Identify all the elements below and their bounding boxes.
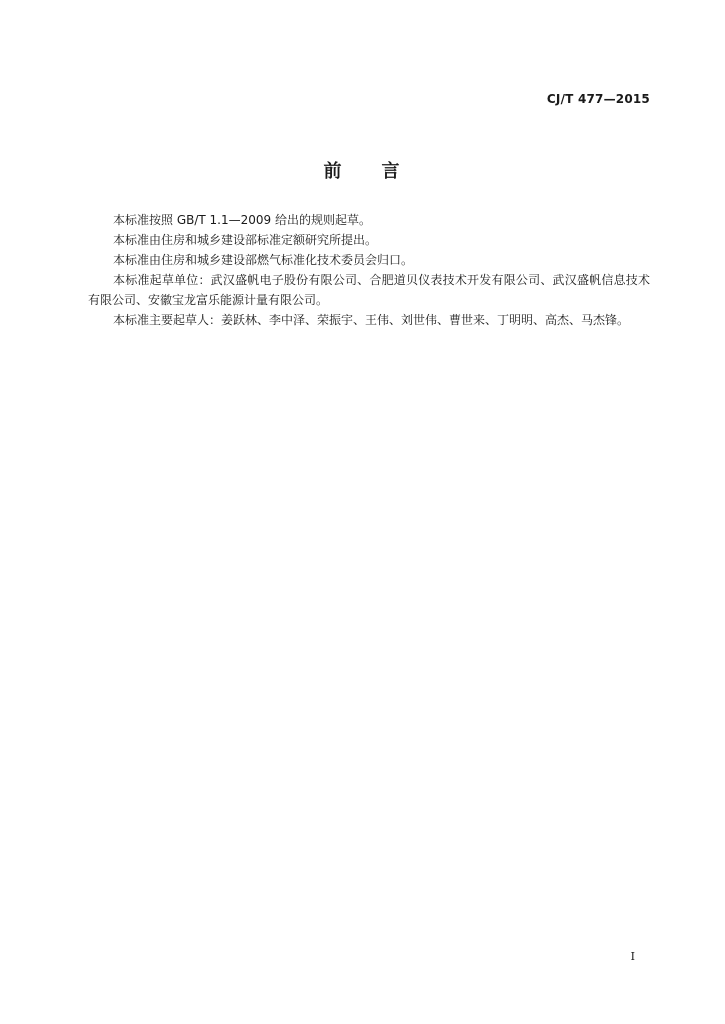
page-number: I (630, 950, 635, 963)
paragraph-proposer: 本标准由住房和城乡建设部标准定额研究所提出。 (113, 233, 378, 247)
paragraph-drafting-rules: 本标准按照 GB/T 1.1—2009 给出的规则起草。 (113, 213, 371, 227)
title-char-1: 前 (323, 161, 344, 182)
page-title (0, 157, 725, 183)
title-char-2: 言 (381, 161, 402, 182)
document-code: CJ/T 477—2015 (546, 92, 650, 106)
paragraph-drafting-units: 本标准起草单位：武汉盛帆电子股份有限公司、合肥道贝仪表技术开发有限公司、武汉盛帆信息技术有限公司、安徽宝龙富乐能源计量有限公司。 (88, 273, 650, 307)
paragraph-drafters: 本标准主要起草人：姜跃林、李中泽、荣振宇、王伟、刘世伟、曹世来、丁明明、高杰、马杰锋。 (113, 313, 630, 327)
preface-body (88, 210, 650, 330)
paragraph-administrator: 本标准由住房和城乡建设部燃气标准化技术委员会归口。 (113, 253, 414, 267)
